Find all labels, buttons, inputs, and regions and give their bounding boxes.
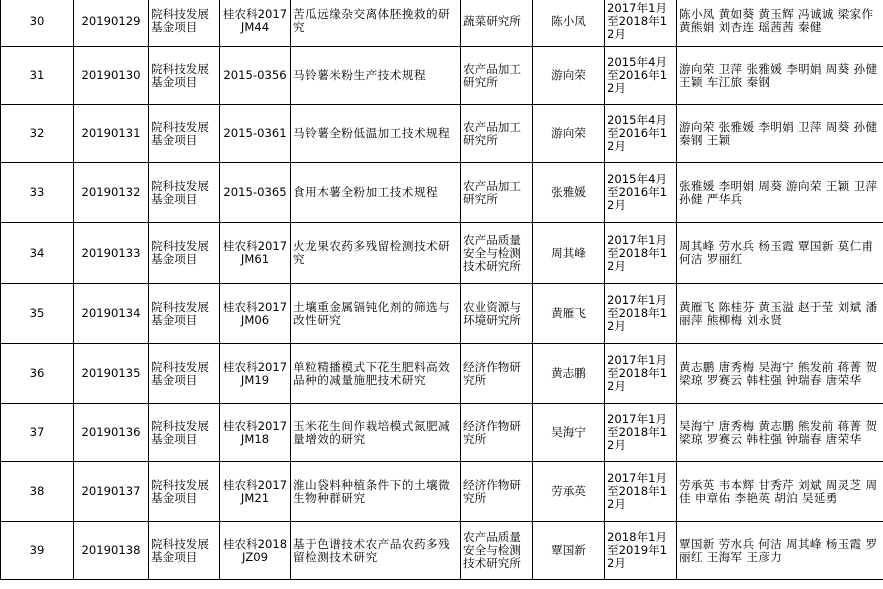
cell-project-number: 桂农科2017JM19 — [220, 344, 291, 404]
cell-members: 游向荣 张雅媛 李明娟 卫萍 周葵 孙健 秦钢 王颖 — [677, 105, 883, 163]
cell-code: 20190138 — [74, 522, 149, 580]
cell-category: 院科技发展基金项目 — [149, 105, 220, 163]
cell-leader: 周其峰 — [533, 223, 605, 284]
cell-code: 20190130 — [74, 47, 149, 105]
cell-code: 20190137 — [74, 462, 149, 522]
cell-category: 院科技发展基金项目 — [149, 462, 220, 522]
cell-category: 院科技发展基金项目 — [149, 284, 220, 344]
table-row — [1, 462, 883, 522]
cell-category: 院科技发展基金项目 — [149, 163, 220, 223]
cell-period: 2017年1月至2018年12月 — [605, 0, 677, 47]
cell-members: 黄志鹏 唐秀梅 吴海宁 熊发前 蒋菁 贺梁琼 罗赛云 韩柱强 钟瑞春 唐荣华 — [677, 344, 883, 404]
cell-row-number: 39 — [1, 522, 74, 580]
cell-project-number: 2015-0365 — [220, 163, 291, 223]
cell-period: 2015年4月至2016年12月 — [605, 163, 677, 223]
cell-period: 2017年1月至2018年12月 — [605, 284, 677, 344]
cell-category: 院科技发展基金项目 — [149, 0, 220, 47]
cell-leader: 覃国新 — [533, 522, 605, 580]
cell-code: 20190133 — [74, 223, 149, 284]
cell-project-number: 桂农科2017JM18 — [220, 404, 291, 462]
cell-code: 20190131 — [74, 105, 149, 163]
cell-project-number: 桂农科2018JZ09 — [220, 522, 291, 580]
table-row — [1, 344, 883, 404]
cell-row-number: 33 — [1, 163, 74, 223]
cell-category: 院科技发展基金项目 — [149, 47, 220, 105]
cell-members: 张雅媛 李明娟 周葵 游向荣 王颖 卫萍 孙健 严华兵 — [677, 163, 883, 223]
cell-code: 20190135 — [74, 344, 149, 404]
cell-leader: 游向荣 — [533, 47, 605, 105]
cell-department: 农业资源与环境研究所 — [461, 284, 533, 344]
cell-project-title: 基于色谱技术农产品农药多残留检测技术研究 — [291, 522, 461, 580]
cell-project-title: 火龙果农药多残留检测技术研究 — [291, 223, 461, 284]
cell-category: 院科技发展基金项目 — [149, 223, 220, 284]
cell-department: 农产品加工研究所 — [461, 47, 533, 105]
cell-project-title: 淮山袋料种植条件下的土壤微生物种群研究 — [291, 462, 461, 522]
cell-period: 2015年4月至2016年12月 — [605, 47, 677, 105]
cell-project-title: 马铃薯米粉生产技术规程 — [291, 47, 461, 105]
cell-department: 农产品质量安全与检测技术研究所 — [461, 223, 533, 284]
cell-leader: 吴海宁 — [533, 404, 605, 462]
cell-department: 经济作物研究所 — [461, 462, 533, 522]
cell-leader: 黄雁飞 — [533, 284, 605, 344]
cell-code: 20190136 — [74, 404, 149, 462]
table-row — [1, 0, 883, 47]
cell-row-number: 32 — [1, 105, 74, 163]
cell-leader: 劳承英 — [533, 462, 605, 522]
cell-project-title: 玉米花生间作栽培模式氮肥减量增效的研究 — [291, 404, 461, 462]
cell-project-title: 食用木薯全粉加工技术规程 — [291, 163, 461, 223]
cell-leader: 陈小凤 — [533, 0, 605, 47]
cell-members: 覃国新 劳水兵 何洁 周其峰 杨玉霞 罗丽红 王海军 王彦力 — [677, 522, 883, 580]
cell-project-number: 桂农科2017JM44 — [220, 0, 291, 47]
table-row — [1, 284, 883, 344]
cell-department: 农产品加工研究所 — [461, 163, 533, 223]
table-row — [1, 522, 883, 580]
cell-code: 20190129 — [74, 0, 149, 47]
cell-code: 20190132 — [74, 163, 149, 223]
cell-project-number: 桂农科2017JM06 — [220, 284, 291, 344]
cell-members: 劳承英 韦本辉 甘秀芹 刘斌 周灵芝 周佳 申章佑 李艳英 胡泊 吴延勇 — [677, 462, 883, 522]
cell-period: 2018年1月至2019年12月 — [605, 522, 677, 580]
cell-period: 2017年1月至2018年12月 — [605, 462, 677, 522]
cell-project-number: 2015-0356 — [220, 47, 291, 105]
cell-leader: 张雅媛 — [533, 163, 605, 223]
cell-leader: 黄志鹏 — [533, 344, 605, 404]
cell-department: 蔬菜研究所 — [461, 0, 533, 47]
cell-department: 经济作物研究所 — [461, 344, 533, 404]
cell-members: 吴海宁 唐秀梅 黄志鹏 熊发前 蒋菁 贺梁琼 罗赛云 韩柱强 钟瑞春 唐荣华 — [677, 404, 883, 462]
cell-department: 经济作物研究所 — [461, 404, 533, 462]
cell-project-title: 苦瓜远缘杂交离体胚挽救的研究 — [291, 0, 461, 47]
cell-leader: 游向荣 — [533, 105, 605, 163]
table-row — [1, 163, 883, 223]
table-row — [1, 404, 883, 462]
cell-department: 农产品质量安全与检测技术研究所 — [461, 522, 533, 580]
cell-members: 黄雁飞 陈桂芬 黄玉溢 赵于莹 刘斌 潘丽萍 熊柳梅 刘永贤 — [677, 284, 883, 344]
cell-members: 游向荣 卫萍 张雅媛 李明娟 周葵 孙健 王颖 车江旅 秦钢 — [677, 47, 883, 105]
cell-department: 农产品加工研究所 — [461, 105, 533, 163]
cell-row-number: 35 — [1, 284, 74, 344]
cell-row-number: 38 — [1, 462, 74, 522]
cell-project-title: 单粒精播模式下花生肥料高效品种的减量施肥技术研究 — [291, 344, 461, 404]
cell-members: 周其峰 劳水兵 杨玉霞 覃国新 莫仁甫 何洁 罗丽红 — [677, 223, 883, 284]
cell-period: 2015年4月至2016年12月 — [605, 105, 677, 163]
cell-category: 院科技发展基金项目 — [149, 404, 220, 462]
cell-members: 陈小凤 黄如葵 黄玉辉 冯诚诚 梁家作 黄熊娟 刘杏连 瑶茜茜 秦健 — [677, 0, 883, 47]
table-row — [1, 47, 883, 105]
cell-project-number: 2015-0361 — [220, 105, 291, 163]
cell-project-title: 土壤重金属镉钝化剂的筛选与改性研究 — [291, 284, 461, 344]
table-row — [1, 223, 883, 284]
table-row — [1, 105, 883, 163]
cell-row-number: 36 — [1, 344, 74, 404]
cell-project-number: 桂农科2017JM61 — [220, 223, 291, 284]
cell-row-number: 31 — [1, 47, 74, 105]
cell-project-number: 桂农科2017JM21 — [220, 462, 291, 522]
cell-period: 2017年1月至2018年12月 — [605, 404, 677, 462]
cell-period: 2017年1月至2018年12月 — [605, 344, 677, 404]
cell-project-title: 马铃薯全粉低温加工技术规程 — [291, 105, 461, 163]
cell-category: 院科技发展基金项目 — [149, 344, 220, 404]
cell-row-number: 37 — [1, 404, 74, 462]
cell-category: 院科技发展基金项目 — [149, 522, 220, 580]
cell-row-number: 30 — [1, 0, 74, 47]
cell-row-number: 34 — [1, 223, 74, 284]
cell-period: 2017年1月至2018年12月 — [605, 223, 677, 284]
cell-code: 20190134 — [74, 284, 149, 344]
